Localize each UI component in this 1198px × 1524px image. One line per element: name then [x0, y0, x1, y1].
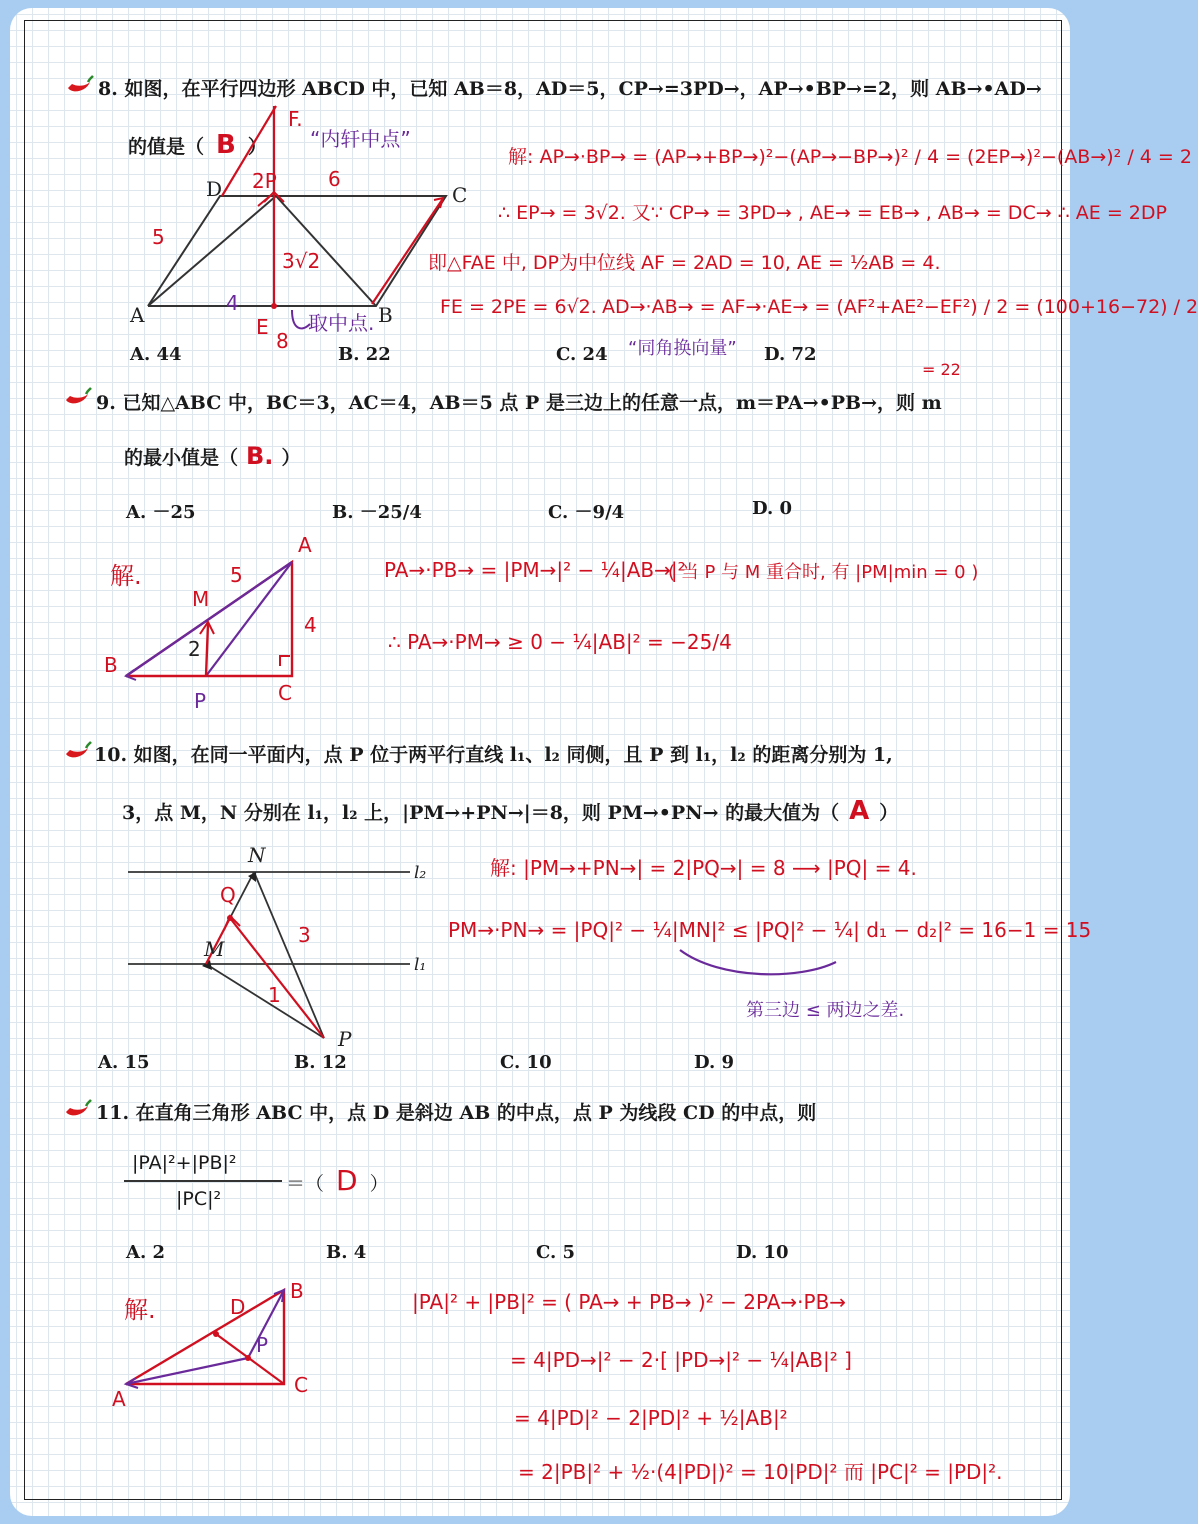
q10-option-D[interactable]: D. 9 [694, 1052, 735, 1073]
q8-answer: B [216, 130, 236, 160]
q11-label-P: P [256, 1333, 269, 1357]
q9-sol-line1: PA→·PB→ = |PM→|² − ¼|AB→|² [384, 558, 686, 582]
q8-option-B[interactable]: B. 22 [338, 344, 391, 365]
q9-label-B: B [104, 653, 118, 677]
q8-label-eight: 8 [276, 329, 289, 353]
q11-sol-label: 解. [124, 1296, 156, 1324]
q8-label-four: 4 [226, 291, 239, 315]
q10-sol-line2: PM→·PN→ = |PQ|² − ¼|MN|² ≤ |PQ|² − ¼| d₁ − d₂|² = 16−1 = 15 [448, 918, 1092, 942]
q8-label-D: D [206, 177, 223, 201]
q9-label-M: M [192, 587, 210, 611]
q11-option-D[interactable]: D. 10 [736, 1242, 789, 1263]
q9-label-two: 2 [188, 637, 201, 661]
q8-sol-line2: ∴ EP→ = 3√2. 又∵ CP→ = 3PD→ , AE→ = EB→ , AB→ = DC→ ∴ AE = 2DP [498, 202, 1167, 224]
q9-label-P: P [194, 689, 207, 713]
q8-label-F: F. [288, 107, 303, 131]
q10-sol-line1: 解: |PM→+PN→| = 2|PQ→| = 8 ⟶ |PQ| = 4. [490, 856, 917, 880]
q11-sol-line3: = 4|PD|² − 2|PD|² + ½|AB|² [514, 1406, 788, 1430]
q11-stem: 11. 在直角三角形 ABC 中，点 D 是斜边 AB 的中点，点 P 为线段 CD 的中点，则 [96, 1102, 817, 1124]
q9-label-C: C [278, 681, 292, 705]
q10-option-A[interactable]: A. 15 [98, 1052, 150, 1073]
q8-option-D[interactable]: D. 72 [764, 344, 817, 365]
q8-option-C[interactable]: C. 24 [556, 344, 608, 365]
q9-option-B[interactable]: B. －25/4 [332, 502, 422, 523]
q11-sol-line1: |PA|² + |PB|² = ( PA→ + PB→ )² − 2PA→·PB→ [412, 1290, 847, 1314]
q10-answer: A [849, 796, 870, 826]
q8-note-bottom: 取中点. [308, 311, 375, 335]
q8-sol-line6: = 22 [922, 360, 961, 379]
q9-answer: B. [246, 442, 274, 470]
q8-sol-line4: FE = 2PE = 6√2. [440, 296, 597, 318]
q10-label-l1: l₁ [414, 955, 427, 975]
q11-option-B[interactable]: B. 4 [326, 1242, 367, 1263]
q8-stem: 8. 如图，在平行四边形 ABCD 中，已知 AB＝8，AD＝5，CP→=3PD→，AP→•BP→=2，则 AB→•AD→ [98, 78, 1042, 100]
q10-label-N: N [248, 843, 266, 867]
q11-option-C[interactable]: C. 5 [536, 1242, 576, 1263]
q10-stem: 10. 如图，在同一平面内，点 P 位于两平行直线 l₁、l₂ 同侧，且 P 到 l₁，l₂ 的距离分别为 1, [94, 744, 893, 766]
q11-fraction-numerator: |PA|²+|PB|² [132, 1152, 237, 1174]
q11-label-D: D [230, 1295, 246, 1319]
q11-sol-line4: = 2|PB|² + ½·(4|PD|)² = 10|PD|² 而 |PC|² = |PD|². [518, 1460, 1003, 1484]
q9-label-five: 5 [230, 563, 243, 587]
q10-label-l2: l₂ [414, 863, 427, 883]
q8-stem-line2: 的值是（ B ） [128, 130, 267, 160]
q10-label-P: P [338, 1027, 352, 1051]
q9-stem-line2: 的最小值是（ B. ） [124, 442, 301, 470]
q10-label-M: M [204, 937, 225, 961]
q11-option-A[interactable]: A. 2 [126, 1242, 166, 1263]
q9-sol-line2: ( 当 P 与 M 重合时, 有 |PM|min = 0 ) [668, 562, 979, 583]
q8-sol-line5: AD→·AB→ = AF→·AE→ = (AF²+AE²−EF²) / 2 = (100+16−72) / 2 [602, 296, 1198, 318]
q8-sol-line1: 解: AP→·BP→ = (AP→+BP→)²−(AP→−BP→)² / 4 = (2EP→)²−(AB→)² / 4 = 2 [508, 146, 1192, 168]
q11-answer: D [336, 1164, 358, 1197]
q9-option-C[interactable]: C. －9/4 [548, 502, 625, 523]
q8-note-caption: “同角换向量” [628, 338, 737, 359]
q11-equation: ＝（ D ） [286, 1164, 389, 1197]
q8-label-P: 2P [252, 169, 277, 193]
q8-label-C: C [452, 183, 468, 207]
q11-label-B: B [290, 1279, 304, 1303]
q10-label-Q: Q [220, 883, 236, 907]
q10-sol-note: 第三边 ≤ 两边之差. [746, 1000, 905, 1021]
q8-label-B: B [378, 303, 393, 327]
q9-sol-line3: ∴ PA→·PM→ ≥ 0 − ¼|AB|² = −25/4 [388, 630, 732, 654]
q8-option-A[interactable]: A. 44 [130, 344, 182, 365]
q8-label-five: 5 [152, 225, 165, 249]
q8-label-root: 3√2 [282, 249, 321, 273]
q10-label-three: 3 [298, 923, 311, 947]
q8-sol-line3: 即△FAE 中, DP为中位线 AF = 2AD = 10, AE = ½AB = 4. [428, 252, 941, 274]
q9-option-A[interactable]: A. －25 [126, 502, 196, 523]
q10-option-B[interactable]: B. 12 [294, 1052, 347, 1073]
q10-stem-line2: 3，点 M，N 分别在 l₁，l₂ 上，|PM→+PN→|＝8，则 PM→•PN→ 的最大值为（ A ） [122, 796, 899, 826]
q9-label-A: A [298, 533, 312, 557]
q8-label-A: A [130, 303, 145, 327]
q8-label-E: E [256, 315, 269, 339]
q9-label-four: 4 [304, 613, 317, 637]
q10-label-one: 1 [268, 983, 281, 1007]
q11-sol-line2: = 4|PD→|² − 2·[ |PD→|² − ¼|AB|² ] [510, 1348, 852, 1372]
q9-stem: 9. 已知△ABC 中，BC＝3，AC＝4，AB＝5 点 P 是三边上的任意一点，m＝PA→•PB→，则 m [96, 392, 942, 414]
q11-label-C: C [294, 1373, 308, 1397]
q9-option-D[interactable]: D. 0 [752, 498, 793, 519]
q8-label-six: 6 [328, 167, 341, 191]
q9-sol-label: 解. [110, 562, 142, 590]
q10-option-C[interactable]: C. 10 [500, 1052, 552, 1073]
q8-note-top: “内轩中点” [310, 127, 411, 151]
q11-label-A: A [112, 1387, 126, 1411]
q11-fraction-denominator: |PC|² [176, 1188, 222, 1210]
